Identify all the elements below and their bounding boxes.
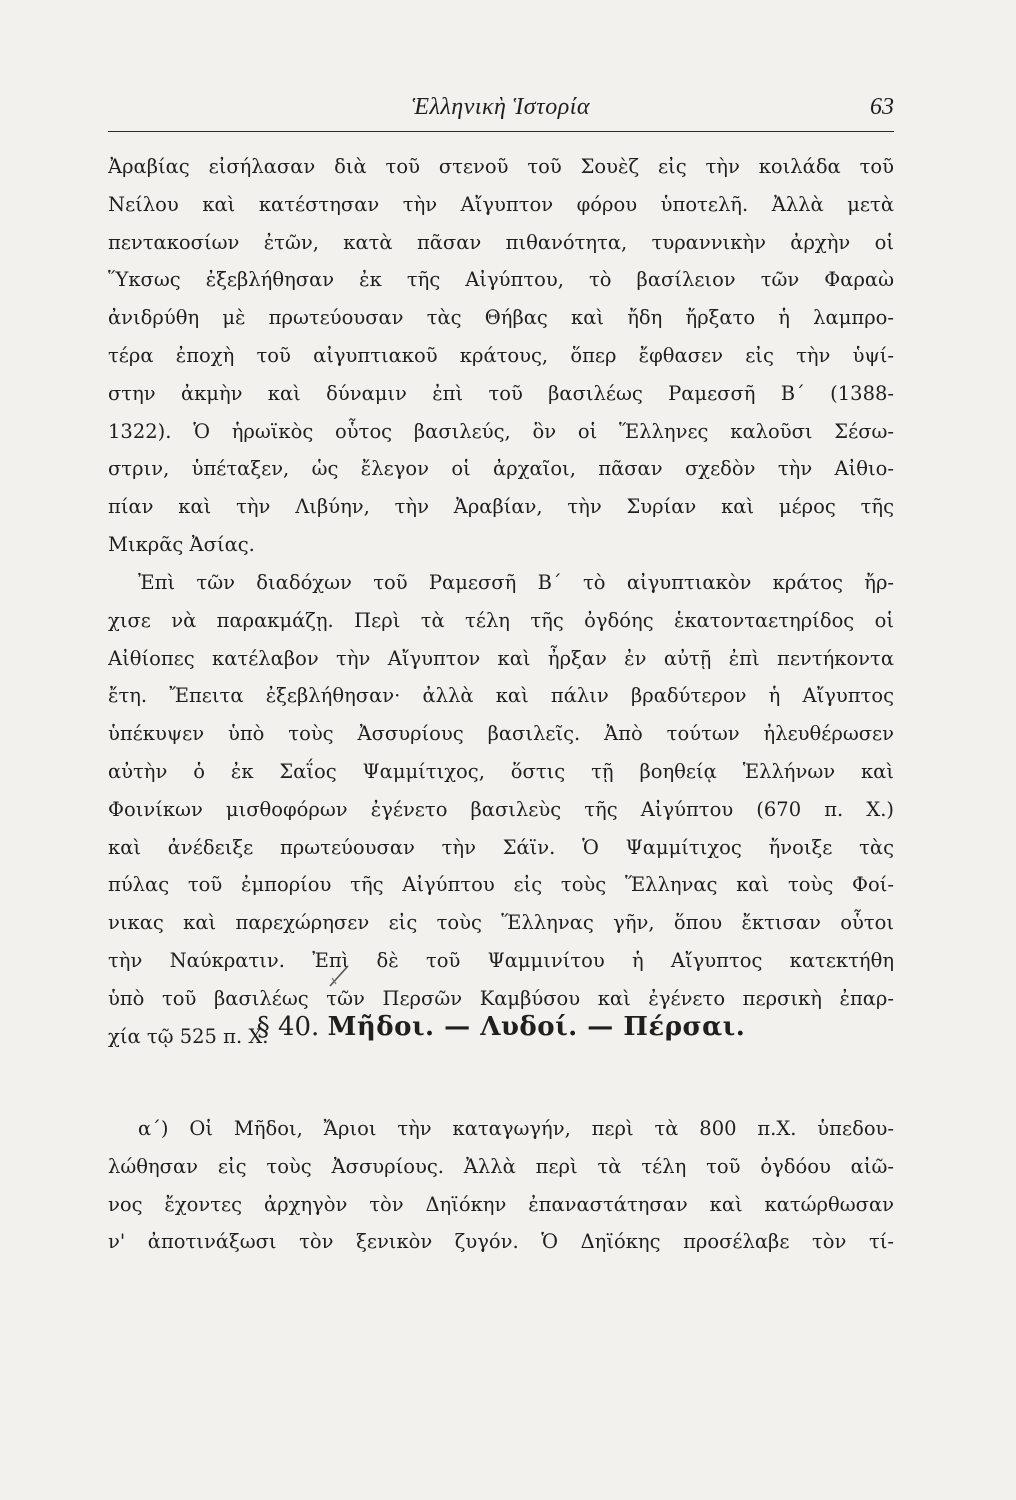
paragraph-3	[108, 1110, 894, 1261]
text-line: τὴν Ναύκρατιν. Ἐπὶ δὲ τοῦ Ψαμμινίτου ἡ Αἴγυπτος κατεκτήθη	[108, 948, 894, 972]
text-line: ὑπὸ τοῦ βασιλέως τῶν Περσῶν Καμβύσου καὶ ἐγένετο περσικὴ ἐπαρ-	[108, 986, 894, 1010]
page-number: 63	[870, 94, 894, 120]
header-title: Ἑλληνικὴ Ἱστορία	[412, 94, 590, 120]
text-line: ἀνιδρύθη μὲ πρωτεύουσαν τὰς Θήβας καὶ ἤδη ἤρξατο ἡ λαμπρο-	[108, 306, 894, 330]
text-line: Ὕκσως ἐξεβλήθησαν ἐκ τῆς Αἰγύπτου, τὸ βασίλειον τῶν Φαραὼ	[108, 268, 894, 292]
text-line: τέρα ἐποχὴ τοῦ αἰγυπτιακοῦ κράτους, ὅπερ ἔφθασεν εἰς τὴν ὑψί-	[108, 343, 894, 367]
text-line: 1322). Ὁ ἡρωϊκὸς οὗτος βασιλεύς, ὃν οἱ Ἕλληνες καλοῦσι Σέσω-	[108, 419, 894, 443]
text-line: στην ἀκμὴν καὶ δύναμιν ἐπὶ τοῦ βασιλέως Ραμεσσῆ Β΄ (1388-	[108, 381, 894, 405]
pencil-mark-icon	[326, 962, 354, 988]
text-line: Νείλου καὶ κατέστησαν τὴν Αἴγυπτον φόρου ὑποτελῆ. Ἀλλὰ μετὰ	[108, 192, 894, 216]
text-line: πεντακοσίων ἐτῶν, κατὰ πᾶσαν πιθανότητα, τυραννικὴν ἀρχὴν οἱ	[108, 230, 894, 254]
text-line: στριν, ὑπέταξεν, ὡς ἔλεγον οἱ ἀρχαῖοι, πᾶσαν σχεδὸν τὴν Αἰθιο-	[108, 457, 894, 481]
text-line: Ἐπὶ τῶν διαδόχων τοῦ Ραμεσσῆ Β΄ τὸ αἰγυπτιακὸν κράτος ἤρ-	[138, 571, 894, 594]
text-line: Αἰθίοπες κατέλαβον τὴν Αἴγυπτον καὶ ἦρξαν ἐν αὐτῇ ἐπὶ πεντήκοντα	[108, 646, 894, 670]
text-line: α΄) Οἱ Μῆδοι, Ἄριοι τὴν καταγωγήν, περὶ τὰ 800 π.Χ. ὑπεδου-	[138, 1117, 894, 1140]
text-line: Μικρᾶς Ἀσίας.	[108, 532, 255, 556]
text-line: πύλας τοῦ ἐμπορίου τῆς Αἰγύπτου εἰς τοὺς Ἕλληνας καὶ τοὺς Φοί-	[108, 873, 894, 897]
section-title: Μῆδοι. — Λυδοί. — Πέρσαι.	[327, 1012, 746, 1042]
text-line: χισε νὰ παρακμάζῃ. Περὶ τὰ τέλη τῆς ὀγδόης ἑκατονταετηρίδος οἱ	[108, 608, 894, 632]
text-line: αὐτὴν ὁ ἐκ Σαΐος Ψαμμίτιχος, ὅστις τῇ βοηθείᾳ Ἑλλήνων καὶ	[108, 759, 894, 783]
text-line: ὑπέκυψεν ὑπὸ τοὺς Ἀσσυρίους βασιλεῖς. Ἀπὸ τούτων ἠλευθέρωσεν	[108, 722, 894, 746]
text-line: ἔτη. Ἔπειτα ἐξεβλήθησαν· ἀλλὰ καὶ πάλιν βραδύτερον ἡ Αἴγυπτος	[108, 684, 894, 708]
text-line: λώθησαν εἰς τοὺς Ἀσσυρίους. Ἀλλὰ περὶ τὰ τέλη τοῦ ὀγδόου αἰῶ-	[108, 1154, 894, 1178]
section-heading	[108, 1007, 894, 1047]
text-line: Ἀραβίας εἰσήλασαν διὰ τοῦ στενοῦ τοῦ Σουὲζ εἰς τὴν κοιλάδα τοῦ	[108, 155, 894, 178]
paragraph-1	[108, 148, 894, 564]
text-line: νος ἔχοντες ἀρχηγὸν τὸν Δηϊόκην ἐπαναστάτησαν καὶ κατώρθωσαν	[108, 1192, 894, 1216]
paragraph-2	[108, 564, 894, 1055]
text-line: καὶ ἀνέδειξε πρωτεύουσαν τὴν Σάϊν. Ὁ Ψαμμίτιχος ἤνοιξε τὰς	[108, 835, 894, 859]
text-line: χία τῷ 525 π. Χ.	[108, 1024, 269, 1048]
text-line: πίαν καὶ τὴν Λιβύην, τὴν Ἀραβίαν, τὴν Συρίαν καὶ μέρος τῆς	[108, 495, 894, 519]
header-rule	[108, 131, 894, 132]
running-header	[108, 94, 894, 130]
section-number: § 40.	[256, 1012, 320, 1042]
text-line: Φοινίκων μισθοφόρων ἐγένετο βασιλεὺς τῆς Αἰγύπτου (670 π. Χ.)	[108, 797, 894, 821]
text-line: ν' ἀποτινάξωσι τὸν ξενικὸν ζυγόν. Ὁ Δηϊόκης προσέλαβε τὸν τί-	[108, 1230, 894, 1254]
text-line: νικας καὶ παρεχώρησεν εἰς τοὺς Ἕλληνας γῆν, ὅπου ἔκτισαν οὗτοι	[108, 911, 894, 935]
